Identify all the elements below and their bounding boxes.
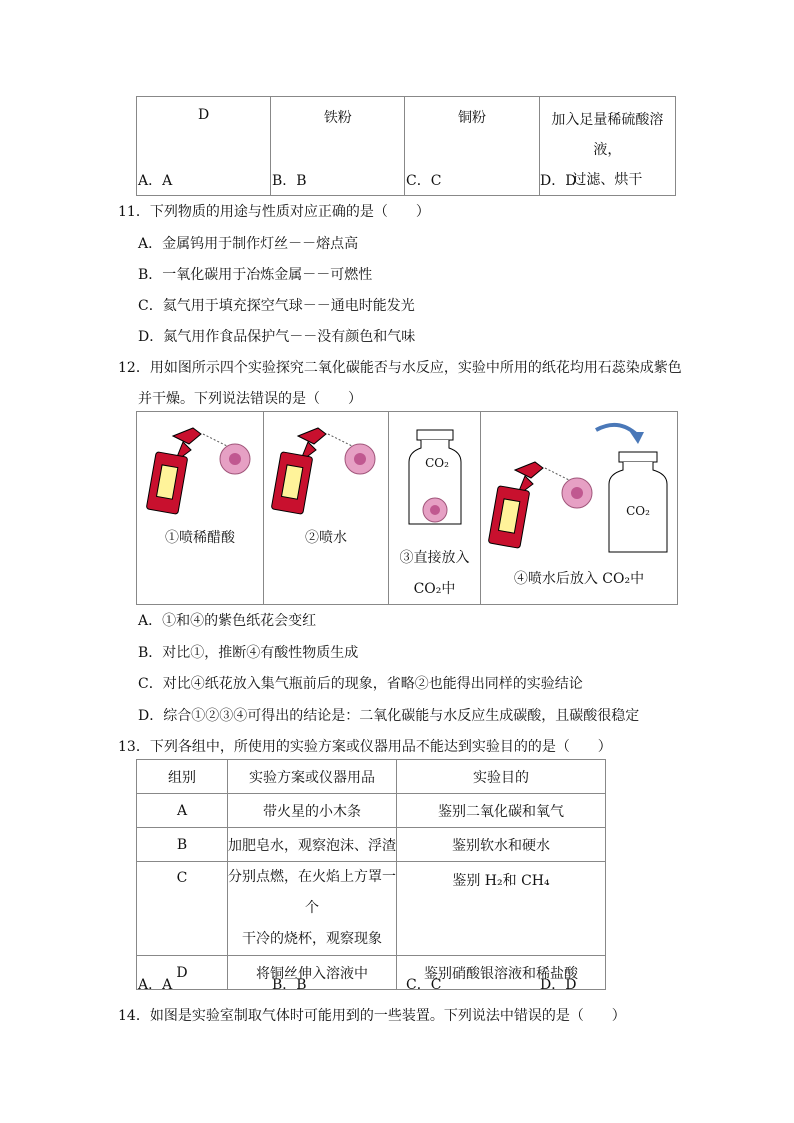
spray-bottle-flower-illustration — [145, 424, 260, 519]
q10-options — [138, 170, 678, 190]
gas-jar-flower-illustration — [401, 428, 471, 528]
panel4-label: ④喷水后放入 CO₂中 — [513, 571, 645, 587]
q13-stem: 13．下列各组中，所使用的实验方案或仪器用品不能达到实验目的的是（ ） — [118, 739, 612, 755]
spray-bottle-flower-illustration — [487, 458, 602, 553]
q12-option-a: A．①和④的紫色纸花会变红 — [138, 613, 317, 629]
table-cell: 鉴别 H₂和 CH₄ — [397, 862, 606, 956]
table-cell: C — [137, 862, 228, 956]
q11-option-d: D．氮气用作食品保护气－－没有颜色和气味 — [138, 329, 416, 345]
panel3-label-line2: CO₂中 — [413, 581, 456, 597]
top-cell-reagent: 铁粉 — [271, 97, 405, 196]
jar-label: CO₂ — [425, 456, 449, 470]
table-cell: B — [137, 828, 228, 862]
panel1-label: ①喷稀醋酸 — [165, 530, 235, 546]
jar-label: CO₂ — [626, 504, 650, 518]
top-cell-group: D — [137, 97, 271, 196]
q12-option-c: C．对比④纸花放入集气瓶前后的现象，省略②也能得出同样的实验结论 — [138, 676, 583, 692]
header-cell: 组别 — [137, 760, 228, 794]
q11-stem: 11．下列物质的用途与性质对应正确的是（ ） — [118, 204, 430, 220]
top-cell-method: 加入足量稀硫酸溶液， 过滤、烘干 — [539, 97, 675, 196]
header-cell: 实验方案或仪器用品 — [228, 760, 397, 794]
option-c: C．C — [406, 173, 442, 189]
q13-table — [136, 759, 606, 990]
table-cell: D — [137, 956, 228, 990]
table-row — [137, 862, 606, 956]
table-header-row — [137, 760, 606, 794]
q12-option-b: B．对比①，推断④有酸性物质生成 — [138, 645, 359, 661]
top-cell-impurity: 铜粉 — [405, 97, 539, 196]
q12-stem-line2: 并干燥。下列说法错误的是（ ） — [138, 391, 362, 407]
q12-stem-line1: 12．用如图所示四个实验探究二氧化碳能否与水反应，实验中所用的纸花均用石蕊染成紫色 — [118, 360, 682, 376]
q12-option-d: D．综合①②③④可得出的结论是：二氧化碳能与水反应生成碳酸，且碳酸很稳定 — [138, 708, 640, 724]
divider — [388, 412, 389, 604]
table-cell: 分别点燃，在火焰上方罩一个 干冷的烧杯，观察现象 — [228, 862, 397, 956]
q11-option-b: B．一氧化碳用于冶炼金属－－可燃性 — [138, 267, 373, 283]
table-cell: 鉴别硝酸银溶液和稀盐酸 — [397, 956, 606, 990]
option-d: D．D — [540, 173, 577, 189]
q14-stem: 14．如图是实验室制取气体时可能用到的一些装置。下列说法中错误的是（ ） — [118, 1008, 626, 1024]
table-row — [137, 794, 606, 828]
table-cell: A — [137, 794, 228, 828]
curved-arrow-icon — [592, 418, 652, 448]
divider — [263, 412, 264, 604]
header-cell: 实验目的 — [397, 760, 606, 794]
q11-option-c: C．氦气用于填充探空气球－－通电时能发光 — [138, 298, 415, 314]
table-cell: 鉴别软水和硬水 — [397, 828, 606, 862]
q11-option-a: A．金属钨用于制作灯丝－－熔点高 — [138, 236, 359, 252]
option-a: A．A — [138, 977, 173, 993]
option-d: D．D — [540, 977, 577, 993]
table-cell: 加肥皂水，观察泡沫、浮渣 — [228, 828, 397, 862]
panel2-label: ②喷水 — [305, 530, 347, 546]
option-b: B．B — [272, 977, 307, 993]
q12-figure — [136, 411, 678, 605]
spray-bottle-flower-illustration — [270, 424, 385, 519]
table-cell: 将铜丝伸入溶液中 — [228, 956, 397, 990]
option-c: C．C — [406, 977, 442, 993]
gas-jar-illustration — [603, 450, 673, 555]
option-b: B．B — [272, 173, 307, 189]
option-a: A．A — [138, 173, 173, 189]
table-row — [137, 828, 606, 862]
table-cell: 带火星的小木条 — [228, 794, 397, 828]
q13-options — [138, 974, 678, 994]
table-cell: 鉴别二氧化碳和氧气 — [397, 794, 606, 828]
panel3-label-line1: ③直接放入 — [399, 550, 470, 566]
